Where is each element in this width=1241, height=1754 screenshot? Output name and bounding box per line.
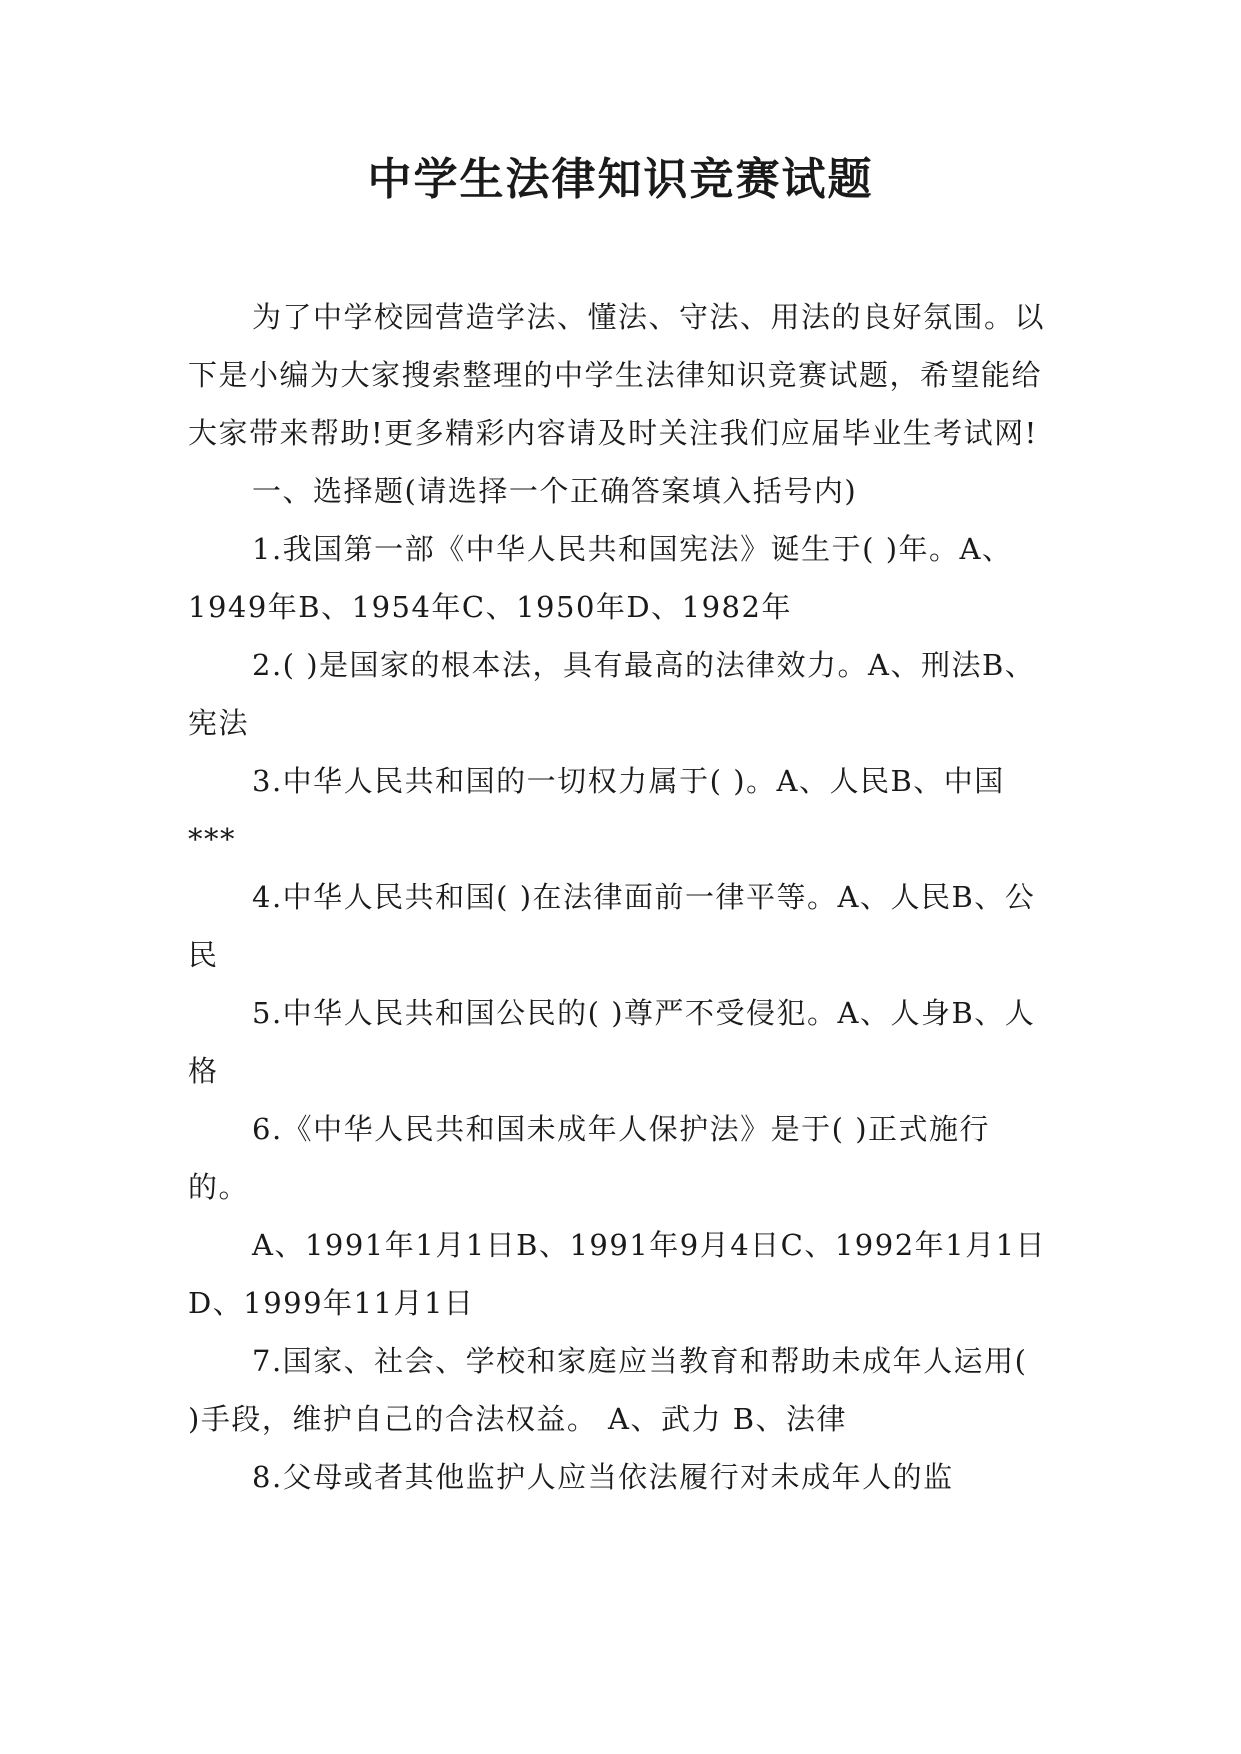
document-body [188, 288, 1050, 1506]
question-1: 1.我国第一部《中华人民共和国宪法》诞生于( )年。A、1949年B、1954年C、1950年D、1982年 [188, 532, 1013, 624]
question-6-options: A、1991年1月1日B、1991年9月4日C、1992年1月1日D、1999年11月1日 [188, 1228, 1047, 1320]
question-4: 4.中华人民共和国( )在法律面前一律平等。A、人民B、公民 [188, 880, 1036, 972]
intro-paragraph: 为了中学校园营造学法、懂法、守法、用法的良好氛围。以下是小编为大家搜索整理的中学生法律知识竞赛试题，希望能给大家带来帮助!更多精彩内容请及时关注我们应届毕业生考试网! [188, 300, 1046, 450]
question-6: 6.《中华人民共和国未成年人保护法》是于( )正式施行的。 [188, 1112, 991, 1204]
question-3: 3.中华人民共和国的一切权力属于( )。A、人民B、中国*** [188, 764, 1005, 856]
question-8: 8.父母或者其他监护人应当依法履行对未成年人的监 [252, 1460, 954, 1494]
question-7: 7.国家、社会、学校和家庭应当教育和帮助未成年人运用( )手段，维护自己的合法权益。 A、武力 B、法律 [188, 1344, 1028, 1436]
question-2: 2.( )是国家的根本法，具有最高的法律效力。A、刑法B、宪法 [188, 648, 1036, 740]
document-title: 中学生法律知识竞赛试题 [367, 154, 874, 205]
section-heading: 一、选择题(请选择一个正确答案填入括号内) [252, 474, 858, 508]
question-5: 5.中华人民共和国公民的( )尊严不受侵犯。A、人身B、人格 [188, 996, 1036, 1088]
